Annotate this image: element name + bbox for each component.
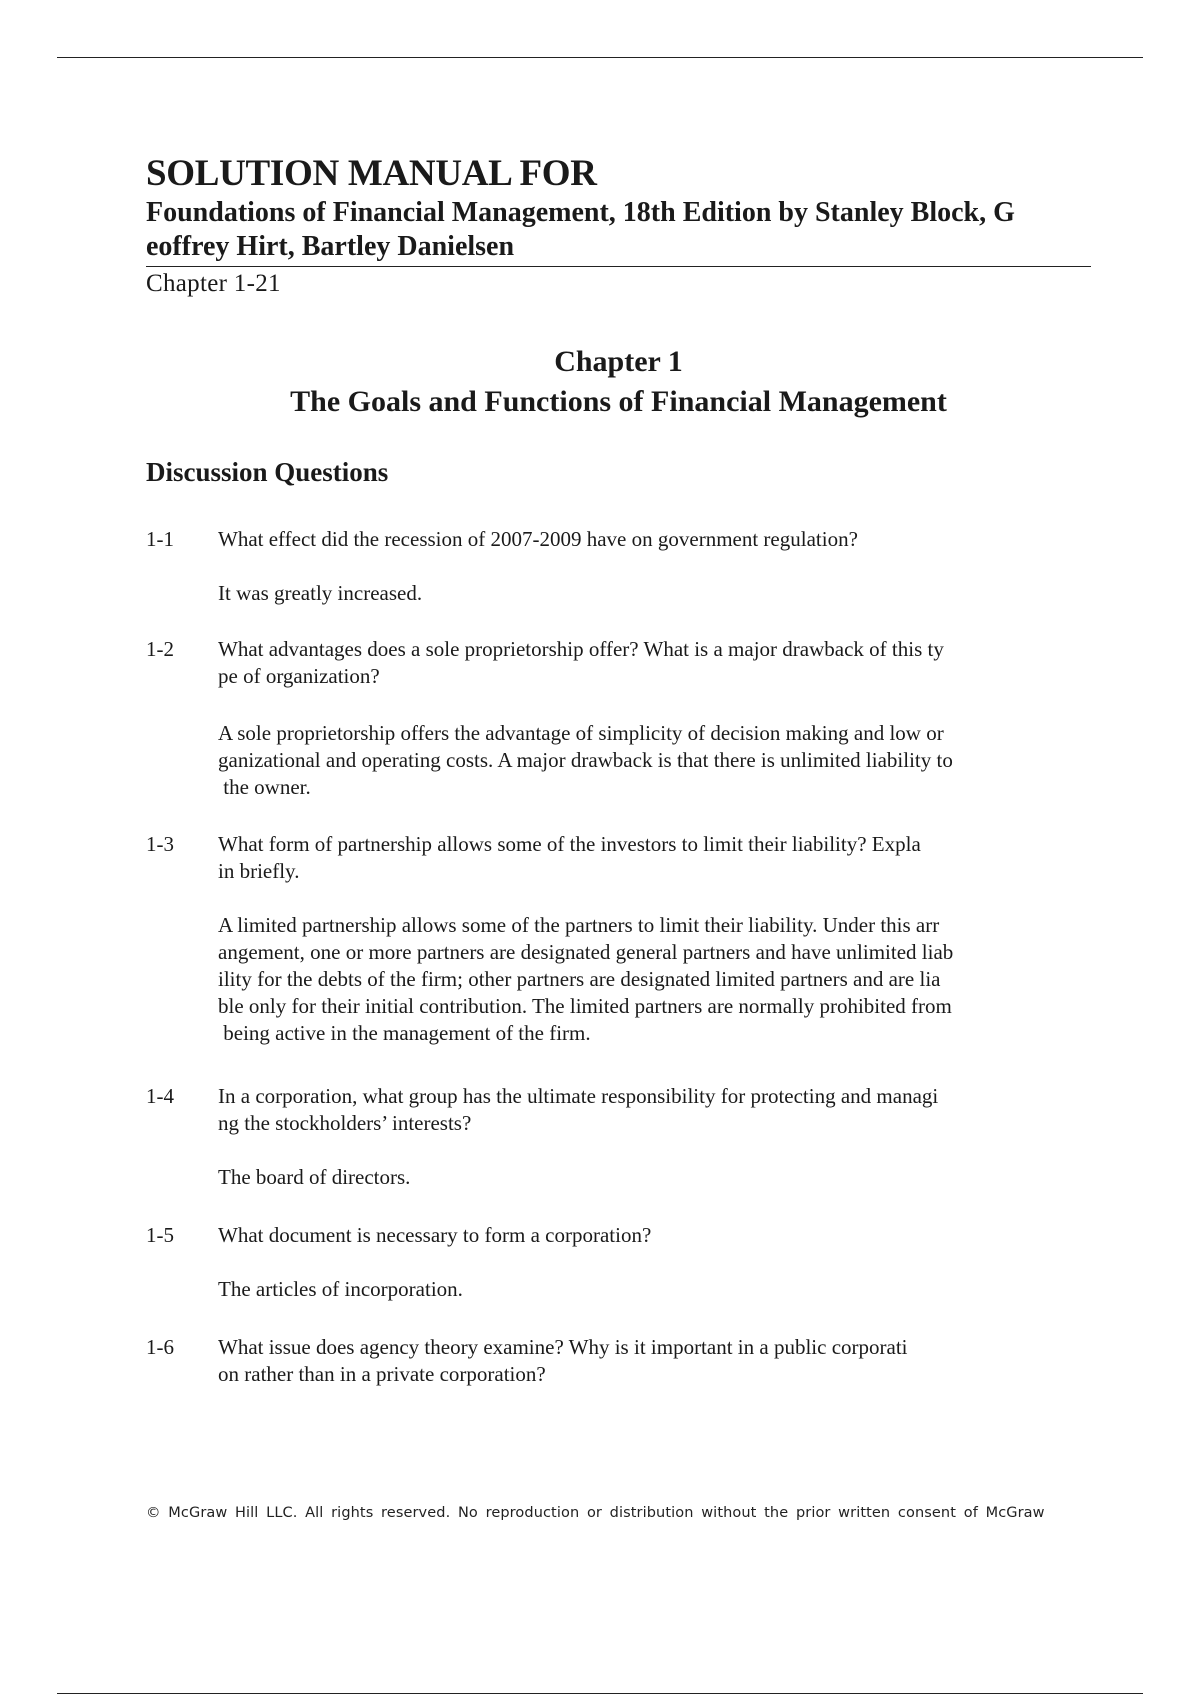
answer-text — [218, 1276, 1091, 1303]
subtitle-line: Foundations of Financial Management, 18th Edition by Stanley Block, G — [146, 197, 1015, 228]
bottom-rule — [57, 1693, 1143, 1694]
question-item — [146, 526, 1091, 607]
question-number: 1-5 — [146, 1223, 174, 1247]
answer-line: The board of directors. — [218, 1165, 411, 1189]
question-number: 1-2 — [146, 637, 174, 661]
question-number: 1-3 — [146, 832, 174, 856]
question-item — [146, 831, 1091, 1047]
question-line: What advantages does a sole proprietorship offer? What is a major drawback of this ty — [218, 637, 944, 661]
question-line: on rather than in a private corporation? — [218, 1362, 546, 1386]
question-line: What form of partnership allows some of the investors to limit their liability? Expla — [218, 832, 921, 856]
question-line: What document is necessary to form a corporation? — [218, 1223, 652, 1247]
document-title: SOLUTION MANUAL FOR — [146, 153, 597, 194]
answer-line: ility for the debts of the firm; other partners are designated limited partners and are lia — [218, 967, 941, 991]
subtitle-line: eoffrey Hirt, Bartley Danielsen — [146, 231, 515, 262]
chapter-range: Chapter 1-21 — [146, 270, 281, 297]
question-number: 1-4 — [146, 1084, 174, 1108]
section-title: Discussion Questions — [146, 457, 389, 487]
answer-line: angement, one or more partners are designated general partners and have unlimited liab — [218, 940, 954, 964]
chapter-number: Chapter 1 — [554, 345, 683, 378]
question-item — [146, 1334, 1091, 1388]
question-line: What issue does agency theory examine? Why is it important in a public corporati — [218, 1335, 908, 1359]
copyright-notice: © McGraw Hill LLC. All rights reserved. No reproduction or distribution without the prior written consent of McGraw — [146, 1505, 1045, 1521]
question-line: ng the stockholders’ interests? — [218, 1111, 472, 1135]
question-item — [146, 1222, 1091, 1303]
chapter-title: The Goals and Functions of Financial Management — [290, 385, 947, 418]
question-text — [218, 636, 1091, 690]
question-text — [218, 526, 1091, 553]
question-text — [218, 1222, 1091, 1249]
question-number: 1-1 — [146, 527, 174, 551]
answer-line: It was greatly increased. — [218, 581, 423, 605]
question-item — [146, 636, 1091, 801]
answer-line: A limited partnership allows some of the partners to limit their liability. Under this arr — [218, 913, 940, 937]
document-header — [146, 152, 1091, 301]
question-line: in briefly. — [218, 859, 300, 883]
answer-line: A sole proprietorship offers the advantage of simplicity of decision making and low or — [218, 721, 944, 745]
answer-line: the owner. — [218, 775, 311, 799]
answer-line: ganizational and operating costs. A major drawback is that there is unlimited liability to — [218, 748, 953, 772]
question-text — [218, 1083, 1091, 1137]
answer-line: ble only for their initial contribution. The limited partners are normally prohibited from — [218, 994, 952, 1018]
question-item — [146, 1083, 1091, 1191]
answer-line: being active in the management of the firm. — [218, 1021, 591, 1045]
answer-text — [218, 720, 1091, 801]
chapter-heading — [146, 342, 1091, 422]
answer-text — [218, 912, 1091, 1047]
question-text — [218, 1334, 1091, 1388]
question-line: pe of organization? — [218, 664, 380, 688]
question-number: 1-6 — [146, 1335, 174, 1359]
answer-text — [218, 580, 1091, 607]
question-line: In a corporation, what group has the ultimate responsibility for protecting and managi — [218, 1084, 939, 1108]
document-subtitle — [146, 196, 1091, 267]
answer-text — [218, 1164, 1091, 1191]
answer-line: The articles of incorporation. — [218, 1277, 463, 1301]
question-text — [218, 831, 1091, 885]
question-line: What effect did the recession of 2007-2009 have on government regulation? — [218, 527, 858, 551]
top-rule — [57, 57, 1143, 58]
